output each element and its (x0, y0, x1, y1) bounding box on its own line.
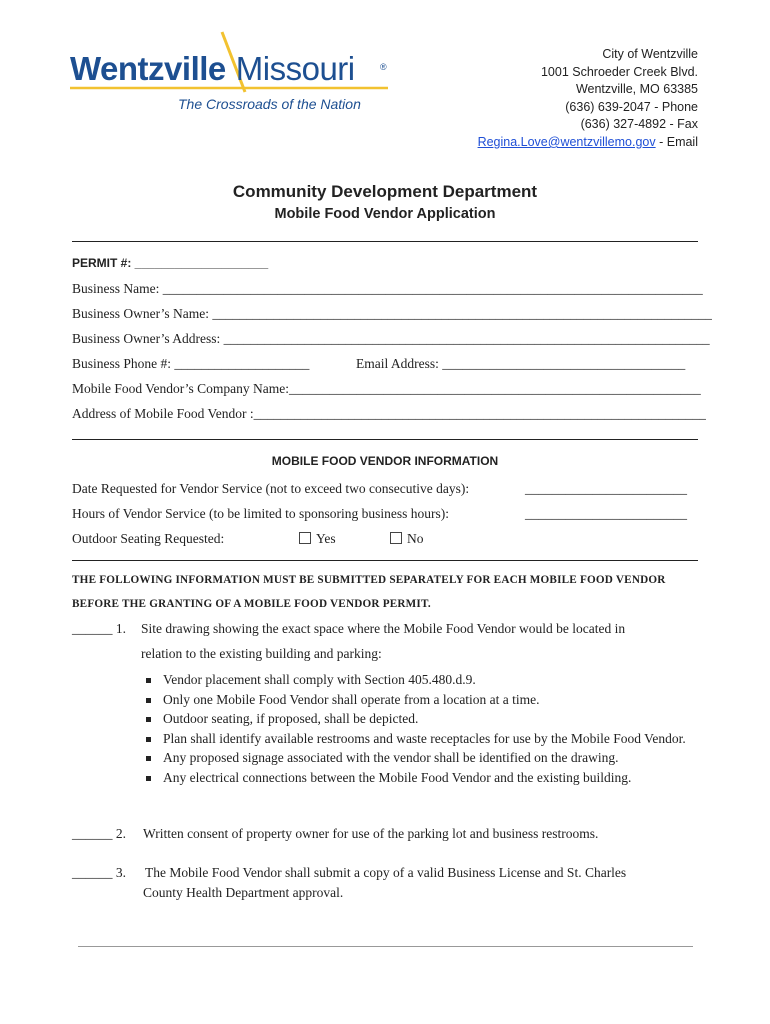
requirement-1-text: Site drawing showing the exact space where the Mobile Food Vendor would be located in (141, 621, 626, 636)
business-name-field[interactable]: Business Name: ________________________________________________________________________________ (72, 281, 703, 296)
contact-city: City of Wentzville (602, 47, 698, 61)
checkbox-icon[interactable] (390, 532, 402, 544)
vendor-info-heading: MOBILE FOOD VENDOR INFORMATION (271, 454, 499, 468)
list-item: Outdoor seating, if proposed, shall be depicted. (146, 709, 686, 729)
contact-street: 1001 Schroeder Creek Blvd. (540, 64, 698, 79)
contact-email-line (478, 134, 698, 152)
requirement-3-text-cont: County Health Department approval. (143, 885, 344, 900)
site-drawing-requirements (146, 670, 686, 787)
seating-no-label: No (407, 531, 424, 546)
divider (72, 439, 698, 440)
requirement-3-blank[interactable]: ______ 3. (72, 865, 126, 880)
requirement-1-blank[interactable]: ______ 1. (72, 621, 126, 636)
logo-brand-bold: Wentzville (70, 50, 226, 87)
requirement-3-text: The Mobile Food Vendor shall submit a copy of a valid Business License and St. Charles (145, 865, 627, 880)
contact-email-link[interactable]: Regina.Love@wentzvillemo.gov (477, 134, 656, 149)
list-item: Plan shall identify available restrooms and waste receptacles for use by the Mobile Food Vendor. (146, 729, 686, 749)
seating-no-option[interactable] (390, 531, 424, 547)
hours-label: Hours of Vendor Service (to be limited to sponsoring business hours): (72, 506, 449, 521)
company-name-field[interactable]: Mobile Food Vendor’s Company Name:_____________________________________________________________ (72, 381, 701, 396)
footer-divider (78, 946, 693, 947)
city-logo (70, 30, 400, 120)
logo-brand-light: Missouri (235, 50, 355, 87)
list-item: Only one Mobile Food Vendor shall operate from a location at a time. (146, 690, 686, 710)
owner-name-field[interactable]: Business Owner’s Name: __________________________________________________________________________ (72, 306, 712, 321)
date-requested-label: Date Requested for Vendor Service (not to exceed two consecutive days): (72, 481, 470, 496)
logo-wordmark (70, 50, 355, 88)
email-address-field[interactable]: Email Address: ____________________________________ (356, 356, 686, 371)
contact-fax: (636) 327-4892 - Fax (580, 117, 698, 132)
contact-block (478, 46, 698, 152)
contact-phone: (636) 639-2047 - Phone (565, 99, 698, 114)
contact-citystate: Wentzville, MO 63385 (575, 82, 698, 97)
requirement-2-blank[interactable]: ______ 2. (72, 826, 126, 841)
seating-yes-option[interactable] (299, 531, 336, 547)
notice-line-2: BEFORE THE GRANTING OF A MOBILE FOOD VENDOR PERMIT. (72, 598, 431, 610)
outdoor-seating-label: Outdoor Seating Requested: (72, 531, 225, 546)
department-title: Community Development Department (232, 182, 538, 201)
requirement-1-text-cont: relation to the existing building and parking: (141, 646, 382, 661)
list-item: Any proposed signage associated with the vendor shall be identified on the drawing. (146, 748, 686, 768)
divider (72, 560, 698, 561)
logo-tagline: The Crossroads of the Nation (178, 96, 361, 112)
hours-field[interactable]: ________________________ (525, 506, 687, 521)
date-requested-field[interactable]: ________________________ (525, 481, 687, 496)
owner-address-field[interactable]: Business Owner’s Address: ________________________________________________________________________ (72, 331, 710, 346)
list-item: Vendor placement shall comply with Section 405.480.d.9. (146, 670, 686, 690)
list-item: Any electrical connections between the Mobile Food Vendor and the existing building. (146, 768, 686, 788)
notice-line-1: THE FOLLOWING INFORMATION MUST BE SUBMITTED SEPARATELY FOR EACH MOBILE FOOD VENDOR (72, 574, 666, 586)
vendor-address-field[interactable]: Address of Mobile Food Vendor :___________________________________________________________________ (72, 406, 706, 421)
divider (72, 241, 698, 242)
business-phone-field[interactable]: Business Phone #: ____________________ (72, 356, 310, 371)
contact-email-suffix: - Email (655, 134, 698, 149)
form-title: Mobile Food Vendor Application (274, 206, 496, 222)
seating-yes-label: Yes (316, 531, 336, 546)
registered-mark: ® (380, 62, 387, 72)
permit-number-field[interactable]: PERMIT #: ____________________ (72, 256, 269, 270)
requirement-2-text: Written consent of property owner for use of the parking lot and business restrooms. (143, 826, 599, 841)
checkbox-icon[interactable] (299, 532, 311, 544)
